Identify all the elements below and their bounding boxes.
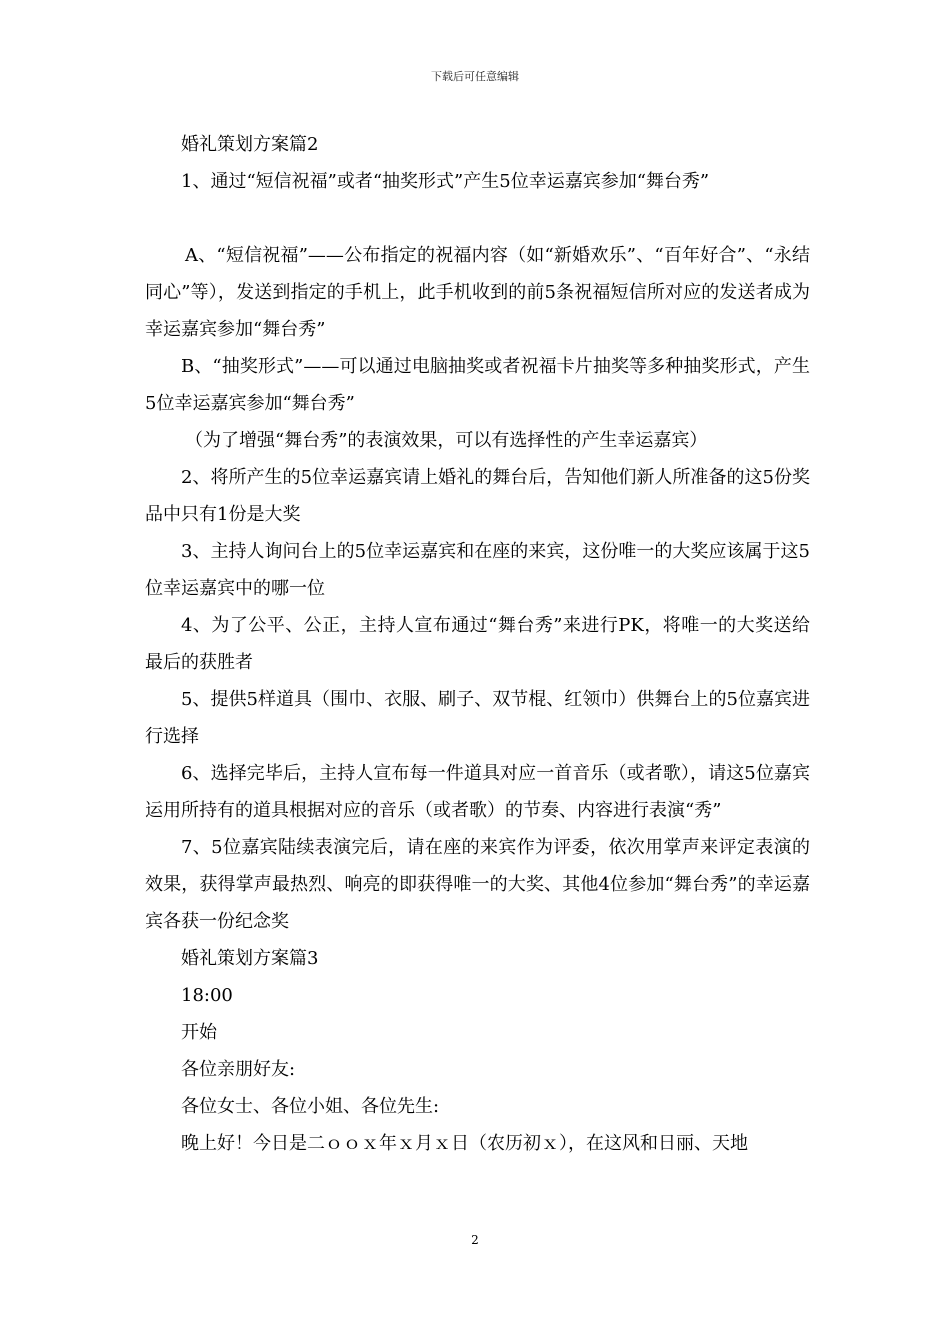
page-number: 2 — [471, 1233, 479, 1247]
paragraph-item-5: 5、提供5样道具（围巾、衣服、刷子、双节棍、红领巾）供舞台上的5位嘉宾进行选择 — [145, 689, 810, 747]
paragraph-greeting-1: 各位亲朋好友: — [181, 1059, 296, 1080]
paragraph-item-4: 4、为了公平、公正，主持人宣布通过“舞台秀”来进行PK，将唯一的大奖送给最后的获胜者 — [145, 615, 810, 673]
page-header: 下载后可任意编辑 — [431, 70, 519, 83]
paragraph-time: 18:00 — [181, 985, 233, 1006]
section-heading-plan-2: 婚礼策划方案篇2 — [181, 134, 319, 155]
paragraph-start: 开始 — [181, 1022, 217, 1043]
paragraph-item-a: A、“短信祝福”——公布指定的祝福内容（如“新婚欢乐”、“百年好合”、“永结同心”等），发送到指定的手机上，此手机收到的前5条祝福短信所对应的发送者成为幸运嘉宾参加“舞台秀” — [145, 245, 810, 340]
paragraph-item-7: 7、5位嘉宾陆续表演完后，请在座的来宾作为评委，依次用掌声来评定表演的效果，获得掌声最热烈、响亮的即获得唯一的大奖、其他4位参加“舞台秀”的幸运嘉宾各获一份纪念奖 — [145, 837, 810, 932]
paragraph-item-2: 2、将所产生的5位幸运嘉宾请上婚礼的舞台后，告知他们新人所准备的这5份奖品中只有1份是大奖 — [145, 467, 810, 525]
paragraph-item-b: B、“抽奖形式”——可以通过电脑抽奖或者祝福卡片抽奖等多种抽奖形式，产生5位幸运嘉宾参加“舞台秀” — [145, 356, 810, 414]
paragraph-item-6: 6、选择完毕后，主持人宣布每一件道具对应一首音乐（或者歌），请这5位嘉宾运用所持有的道具根据对应的音乐（或者歌）的节奏、内容进行表演“秀” — [145, 763, 810, 821]
paragraph-item-1: 1、通过“短信祝福”或者“抽奖形式”产生5位幸运嘉宾参加“舞台秀” — [181, 171, 710, 192]
paragraph-item-3: 3、主持人询问台上的5位幸运嘉宾和在座的来宾，这份唯一的大奖应该属于这5位幸运嘉宾中的哪一位 — [145, 541, 810, 599]
paragraph-note: （为了增强“舞台秀”的表演效果，可以有选择性的产生幸运嘉宾） — [185, 430, 708, 451]
paragraph-greeting-2: 各位女士、各位小姐、各位先生: — [181, 1096, 440, 1117]
paragraph-opening: 晚上好！今日是二ｏｏｘ年ｘ月ｘ日（农历初ｘ），在这风和日丽、天地 — [181, 1133, 748, 1154]
document-body — [145, 126, 810, 1162]
section-heading-plan-3: 婚礼策划方案篇3 — [181, 948, 319, 969]
